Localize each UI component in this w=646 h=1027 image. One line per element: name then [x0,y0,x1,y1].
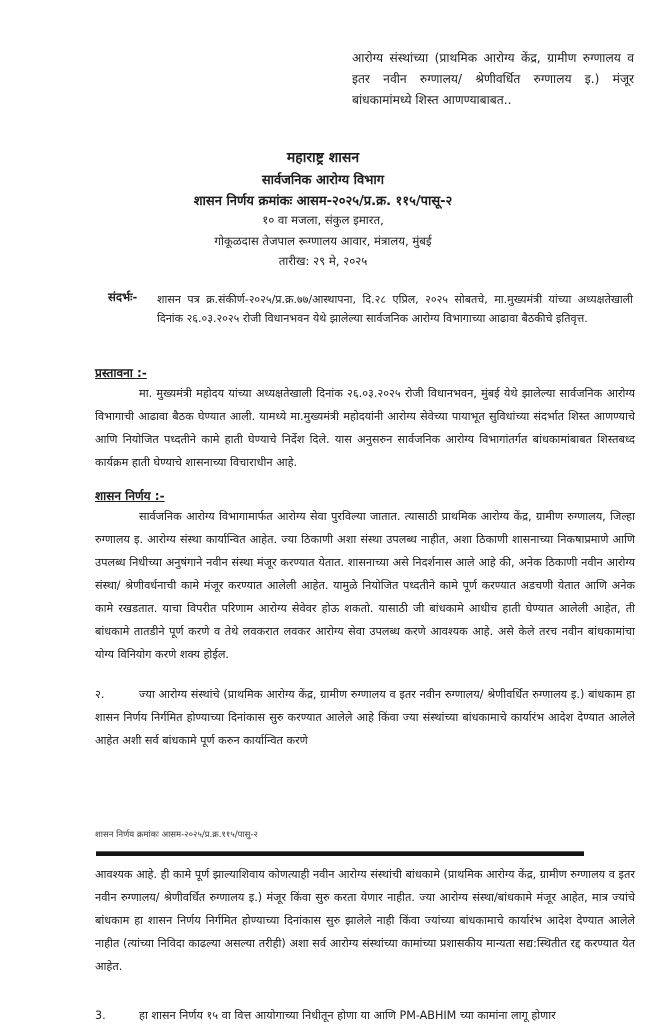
address-line-2: गोकूळदास तेजपाल रूग्णालय आवार, मंत्रालय, मुंबई [214,234,432,248]
paragraph-3-text: हा शासन निर्णय १५ वा वित्त आयोगाच्या निधीतून होणा या आणि PM-ABHIM च्या कामांना लागू होणार [139,1009,556,1022]
resolution-paragraph-1: सार्वजनिक आरोग्य विभागामार्फत आरोग्य सेवा पुरविल्या जातात. त्यासाठी प्राथमिक आरोग्य केंद्र, ग्रामीण रुग्णालय, जिल्हा रुग्णालय इ. आरोग्य संस्था कार्यान्वित आहेत. ज्या ठिकाणी अशा संस्था उपलब्ध नाहीत, अशा ठिकाणी शासनाच्या निकषाप्रमाणे आणि उपलब्ध निधीच्या अनुषंगाने नवीन संस्था मंजूर करण्यात येतात. शासनाच्या असे निदर्शनास आले आहे की, अनेक ठिकाणी नवीन आरोग्य संस्था/ श्रेणीवर्धनाची कामे मंजूर करण्यात आलेली आहेत. यामुळे नियोजित पध्दतीने कामे पूर्ण करण्यात अडचणी येतात आणि अनेक कामे रखडतात. याचा विपरीत परिणाम आरोग्य सेवेवर होऊ शकतो. यासाठी जी बांधकामे आधीच हाती घेण्यात आलेली आहेत, ती बांधकामे तातडीने पूर्ण करणे व तेथे लवकरात लवकर आरोग्य सेवा उपलब्ध करणे आवश्यक आहे. असे केले तरच नवीन बांधकामांचा योग्य विनियोग करणे शक्य होईल. [95,510,635,661]
footer-divider [96,851,584,856]
address-line-1: १० वा मजला, संकुल इमारत, [262,213,384,227]
subject-line: आरोग्य संस्थांच्या (प्राथमिक आरोग्य केंद्र, ग्रामीण रुग्णालय व इतर नवीन रुग्णालय/ श्रेणीवर्धित रुग्णालय इ.) मंजूर बांधकामांमध्ये शिस्त आणण्याबाबत.. [352,51,634,107]
preamble-text: मा. मुख्यमंत्री महोदय यांच्या अध्यक्षतेखाली दिनांक २६.०३.२०२५ रोजी विधानभवन, मुंबई येथे झालेल्या सार्वजनिक आरोग्य विभागाची आढावा बैठक घेण्यात आली. यामध्ये मा.मुख्यमंत्री महोदयांनी आरोग्य सेवेच्या पायाभूत सुविधांच्या संदर्भात शिस्त आणण्याचे आणि नियोजित पध्दतीने कामे हाती घेण्याचे निर्देश दिले. यास अनुसरुन सार्वजनिक आरोग्य विभागांतर्गत बांधकामांबाबत शिस्तबध्द कार्यक्रम हाती घेण्याचे शासनाच्या विचाराधीन आहे. [95,387,635,469]
reference-label: संदर्भः- [108,290,138,304]
document-date: तारीख: २९ मे, २०२५ [278,254,368,268]
gr-number: शासन निर्णय क्रमांकः आसम-२०२५/प्र.क्र. ११५/पासू-२ [193,194,453,209]
paragraph-2-text-page1: ज्या आरोग्य संस्थांचे (प्राथमिक आरोग्य केंद्र, ग्रामीण रुग्णालय व इतर नवीन रुग्णालय/ श्रेणीवर्धित रुग्णालय इ.) बांधकाम हा शासन निर्णय निर्गमित होण्याच्या दिनांकास सुरु करण्यात आलेले आहे किंवा ज्या संस्थांच्या बांधकामाचे कार्यारंभ आदेश देण्यात आलेले आहेत अशी सर्व बांधकामे पूर्ण करुन कार्यान्वित करणे [95,688,635,747]
government-title: महाराष्ट्र शासन [286,150,360,166]
reference-text: शासन पत्र क्र.संकीर्ण-२०२५/प्र.क्र.७७/आस्थापना, दि.२८ एप्रिल, २०२५ सोबतचे, मा.मुख्यमंत्री यांच्या अध्यक्षतेखाली दिनांक २६.०३.२०२५ रोजी विधानभवन येथे झालेल्या सार्वजनिक आरोग्य विभागाच्या आढावा बैठकीचे इतिवृत्त. [157,293,633,325]
resolution-paragraph-2-continued: आवश्यक आहे. ही कामे पूर्ण झाल्याशिवाय कोणत्याही नवीन आरोग्य संस्थांची बांधकामे (प्राथमिक आरोग्य केंद्र, ग्रामीण रुग्णालय व इतर नवीन रुग्णालय/ श्रेणीवर्धित रुग्णालय इ.) मंजूर किंवा सुरु करता येणार नाहीत. ज्या आरोग्य संस्था/बांधकामे मंजूर आहेत, मात्र ज्यांचे बांधकाम हा शासन निर्णय निर्गमित होण्याच्या दिनांकास सुरु झालेले नाही किंवा ज्यांच्या बांधकामाचे कार्यारंभ आदेश देण्यात आलेले नाहीत (त्यांच्या निविदा काढल्या असल्या तरीही) अशा सर्व आरोग्य संस्थांच्या कामांच्या प्रशासकीय मान्यता सद्य:स्थितीत रद्द करण्यात येत आहेत. [95,868,635,973]
preamble-heading: प्रस्तावना :- [95,366,147,380]
resolution-heading: शासन निर्णय :- [95,489,165,503]
paragraph-2-number: २. [95,688,105,701]
department-title: सार्वजनिक आरोग्य विभाग [261,173,385,188]
paragraph-3-number: 3. [95,1009,106,1022]
resolution-paragraph-2 [95,683,635,752]
footer-gr-reference: शासन निर्णय क्रमांकः आसम-२०२५/प्र.क्र.११५/पासु-२ [95,830,258,840]
